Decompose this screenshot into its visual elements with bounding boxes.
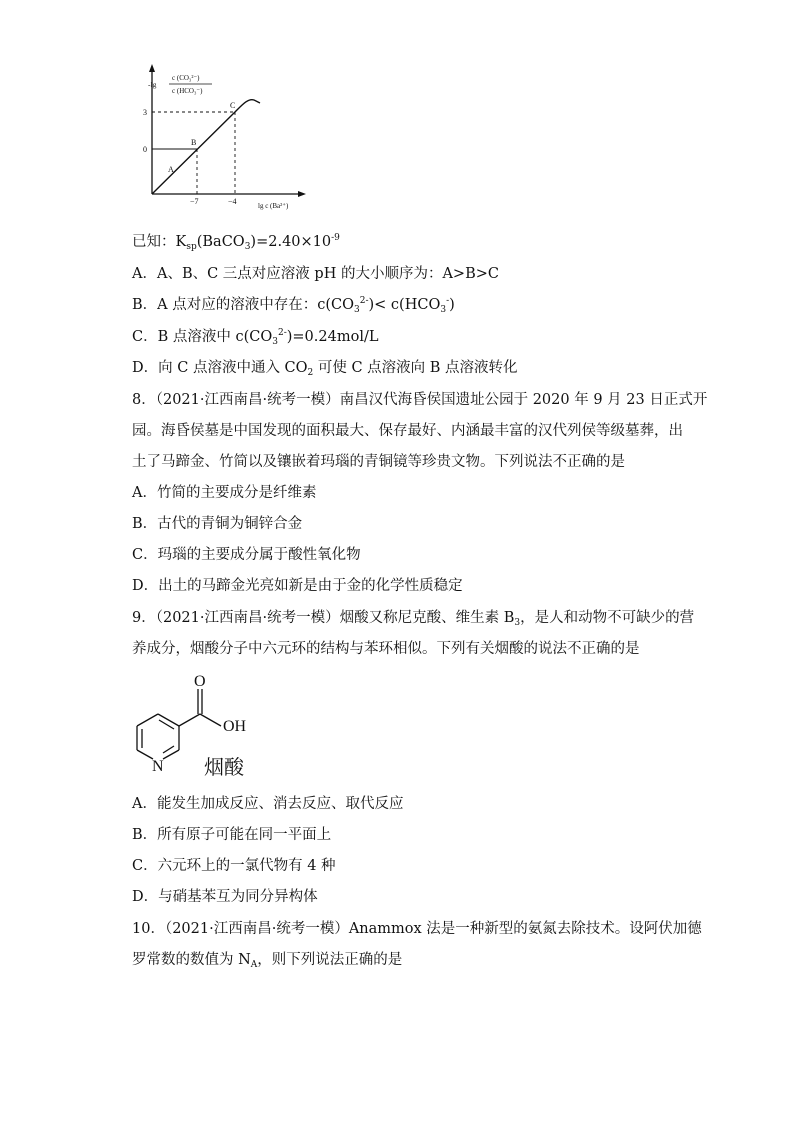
q7-option-b: B．A 点对应的溶液中存在：$c(CO_3^{2-})< c(HCO_3^-)$ <box>132 296 455 315</box>
y-axis-prefix: -lg <box>148 80 157 89</box>
y-tick-3: 3 <box>143 108 147 117</box>
q9-option-c: C．六元环上的一氯代物有 4 种 <box>132 858 336 874</box>
point-a-label: A <box>168 165 174 174</box>
ksp-known: 已知：$K_{sp}(BaCO_3)=2.40\times 10^{-9}$ <box>132 233 340 252</box>
q8-stem-line1: 8．（2021·江西南昌·统考一模）南昌汉代海昏侯国遗址公园于 2020 年 9 月 23 日正式开 <box>132 392 708 408</box>
q10-stem-line1: 10．（2021·江西南昌·统考一模）Anammox 法是一种新型的氨氮去除技术。设阿伏加德 <box>132 921 702 937</box>
point-b-label: B <box>191 138 197 147</box>
q9-option-b: B．所有原子可能在同一平面上 <box>132 827 332 843</box>
q8-option-d: D．出土的马蹄金光亮如新是由于金的化学性质稳定 <box>132 578 463 594</box>
q9-option-d: D．与硝基苯互为同分异构体 <box>132 889 318 905</box>
q9-stem-line1: 9．（2021·江西南昌·统考一模）烟酸又称尼克酸、维生素 $B_3$，是人和动物不可缺少的营 <box>132 610 695 628</box>
ring-nitrogen: N <box>152 758 164 775</box>
ph-graph <box>132 62 312 212</box>
q8-option-b: B．古代的青铜为铜锌合金 <box>132 516 303 532</box>
q8-stem-line3: 土了马蹄金、竹简以及镶嵌着玛瑙的青铜镜等珍贵文物。下列说法不正确的是 <box>132 454 625 470</box>
q7-option-c: C．B 点溶液中 $c(CO_3^{2-})=0.24mol/L$ <box>132 328 379 347</box>
carbonyl-oxygen: O <box>194 673 206 690</box>
q8-option-a: A．竹简的主要成分是纤维素 <box>132 485 317 501</box>
x-tick-minus7: −7 <box>190 197 199 206</box>
q7-option-d: D．向 C 点溶液中通入 $CO_2$ 可使 C 点溶液向 B 点溶液转化 <box>132 360 518 378</box>
nicotinic-acid-structure <box>128 668 288 784</box>
hydroxyl-group: OH <box>223 718 247 735</box>
y-tick-0: 0 <box>143 145 147 154</box>
x-axis-label: lg c (Ba²⁺) <box>258 202 289 210</box>
q9-stem-line2: 养成分，烟酸分子中六元环的结构与苯环相似。下列有关烟酸的说法不正确的是 <box>132 641 640 657</box>
q8-option-c: C．玛瑙的主要成分属于酸性氧化物 <box>132 547 361 563</box>
q9-option-a: A．能发生加成反应、消去反应、取代反应 <box>132 796 404 812</box>
q7-option-a: A．A、B、C 三点对应溶液 pH 的大小顺序为：A>B>C <box>132 266 499 282</box>
y-axis-denominator: c (HCO₃⁻) <box>172 87 203 95</box>
y-axis-numerator: c (CO₃²⁻) <box>172 74 200 82</box>
point-c-label: C <box>230 101 236 110</box>
q8-stem-line2: 园。海昏侯墓是中国发现的面积最大、保存最好、内涵最丰富的汉代列侯等级墓葬，出 <box>132 423 683 439</box>
x-tick-minus4: −4 <box>228 197 237 206</box>
data-curve <box>152 100 260 194</box>
q10-stem-line2: 罗常数的数值为 $N_A$，则下列说法正确的是 <box>132 952 403 970</box>
structure-name: 烟酸 <box>204 755 244 779</box>
